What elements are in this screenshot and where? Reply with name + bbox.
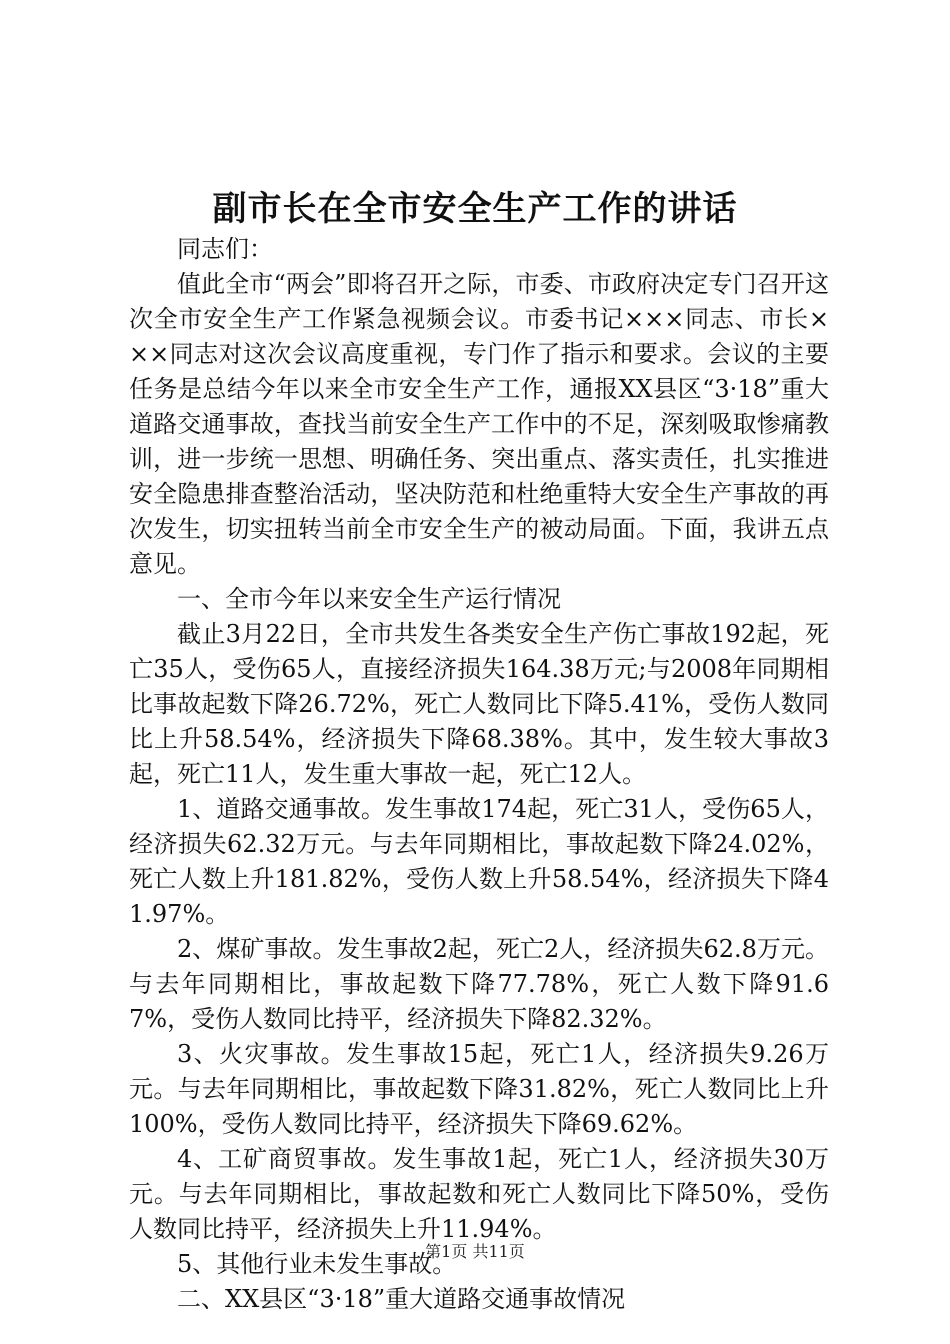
coal-mine-paragraph: 2、煤矿事故。发生事故2起，死亡2人，经济损失62.8万元。与去年同期相比，事故起数下降77.78%，死亡人数下降91.67%，受伤人数同比持平，经济损失下降82.32%。 <box>129 935 829 1033</box>
summary-paragraph: 截止3月22日，全市共发生各类安全生产伤亡事故192起，死亡35人，受伤65人，直接经济损失164.38万元;与2008年同期相比事故起数下降26.72%，死亡人数同比下降5.41%，受伤人数同比上升58.54%，经济损失下降68.38%。其中，发生较大事故3起，死亡11人，发生重大事故一起，死亡12人。 <box>129 620 829 788</box>
document-body <box>129 232 829 1317</box>
salutation-paragraph: 同志们： <box>177 235 273 263</box>
section-heading-1: 一、全市今年以来安全生产运行情况 <box>177 585 561 613</box>
page-footer: 第1页 共11页 <box>425 1242 525 1261</box>
intro-paragraph: 值此全市“两会”即将召开之际，市委、市政府决定专门召开这次全市安全生产工作紧急视频会议。市委书记×××同志、市长×××同志对这次会议高度重视，专门作了指示和要求。会议的主要任务是总结今年以来全市安全生产工作，通报XX县区“3·18”重大道路交通事故，查找当前安全生产工作中的不足，深刻吸取惨痛教训，进一步统一思想、明确任务、突出重点、落实责任，扎实推进安全隐患排查整治活动，坚决防范和杜绝重特大安全生产事故的再次发生，切实扭转当前全市安全生产的被动局面。下面，我讲五点意见。 <box>129 270 829 578</box>
other-industries-paragraph: 5、其他行业未发生事故。 <box>177 1250 457 1278</box>
fire-paragraph: 3、火灾事故。发生事故15起，死亡1人，经济损失9.26万元。与去年同期相比，事故起数下降31.82%，死亡人数同比上升100%，受伤人数同比持平，经济损失下降69.62%。 <box>129 1040 829 1138</box>
industrial-commercial-paragraph: 4、工矿商贸事故。发生事故1起，死亡1人，经济损失30万元。与去年同期相比，事故起数和死亡人数同比下降50%，受伤人数同比持平，经济损失上升11.94%。 <box>129 1145 829 1243</box>
road-traffic-paragraph: 1、道路交通事故。发生事故174起，死亡31人，受伤65人，经济损失62.32万元。与去年同期相比，事故起数下降24.02%，死亡人数上升181.82%，受伤人数上升58.54%，经济损失下降41.97%。 <box>129 795 829 928</box>
section-heading-2: 二、XX县区“3·18”重大道路交通事故情况 <box>177 1285 626 1313</box>
document-title: 副市长在全市安全生产工作的讲话 <box>212 189 738 229</box>
